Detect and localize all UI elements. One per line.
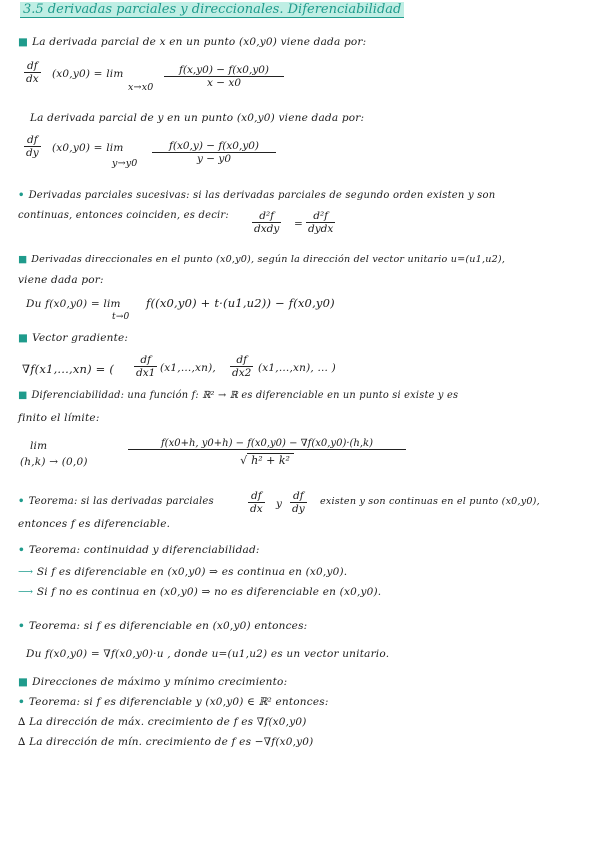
directional-formula-lhs: Du f(x0,y0) = lim <box>26 298 121 310</box>
theorem1-mid: y <box>276 498 283 510</box>
maxmin-item2: ∆ La dirección de mín. crecimiento de f es −∇f(x0,y0) <box>18 736 314 748</box>
dot-bullet-icon: • <box>18 190 25 201</box>
successive-line1: • Derivadas parciales sucesivas: si las derivadas parciales de segundo orden existen y son <box>18 190 496 201</box>
gradient-frac1: $\frac{df}{dx1}$ <box>136 354 156 379</box>
theorem2-item2: ⟶ Si f no es continua en (x0,y0) ⇒ no es diferenciable en (x0,y0). <box>18 586 382 598</box>
partial-x-lhs-arg: (x0,y0) = lim <box>52 68 124 80</box>
partial-x-quotient: $\frac{f(x,y0) - f(x0,y0)}{x - x0}$ <box>164 64 284 89</box>
successive-line2: continuas, entonces coinciden, es decir: <box>18 210 229 221</box>
partial-y-intro: La derivada parcial de y en un punto (x0,y0) viene dada por: <box>30 112 365 124</box>
dot-bullet-icon: • <box>18 696 25 708</box>
partial-x-lhs-frac: $\frac{df}{dx}$ <box>26 60 39 85</box>
partial-y-lhs-frac: $\frac{df}{dy}$ <box>26 134 39 159</box>
gradient-lhs: ∇f(x1,...,xn) = ( <box>22 362 115 376</box>
differentiability-quotient: $\frac{f(x0+h, y0+h) - f(x0,y0) - \nabla f(x0,y0)\cdot(h,k)}{\text{√ h² + k²}}$ <box>128 438 406 467</box>
arrow-right-icon: ⟶ <box>18 566 34 578</box>
theorem1-frac2: $\frac{df}{dy}$ <box>292 490 305 515</box>
differentiability-line2: finito el límite: <box>18 412 100 424</box>
maxmin-theorem: • Teorema: si f es diferenciable y (x0,y0) ∈ ℝ² entonces: <box>18 696 329 708</box>
successive-frac1: d²f dxdy <box>254 210 280 235</box>
gradient-arg2: (x1,...,xn), ... ) <box>258 362 336 374</box>
dot-bullet-icon: • <box>18 620 25 632</box>
theorem2-item1: ⟶ Si f es diferenciable en (x0,y0) ⇒ es continua en (x0,y0). <box>18 566 348 578</box>
maxmin-item1: ∆ La dirección de máx. crecimiento de f es ∇f(x0,y0) <box>18 716 307 728</box>
directional-formula-rhs: f((x0,y0) + t·(u1,u2)) − f(x0,y0) <box>146 296 335 310</box>
directional-line2: viene dada por: <box>18 274 104 286</box>
differentiability-lim-sub: (h,k) → (0,0) <box>20 456 88 468</box>
theorem1-post: existen y son continuas en el punto (x0,y0), <box>320 496 540 507</box>
gradient-frac2: $\frac{df}{dx2}$ <box>232 354 252 379</box>
directional-line1: ■ Derivadas direccionales en el punto (x0,y0), según la dirección del vector unitario u=(u1,u2), <box>18 254 506 265</box>
gradient-label: ■ Vector gradiente: <box>18 332 129 344</box>
theorem3-formula: Du f(x0,y0) = ∇f(x0,y0)·u , donde u=(u1,u2) es un vector unitario. <box>26 648 390 660</box>
directional-lim-sub: t→0 <box>112 312 130 322</box>
square-bullet-icon: ■ <box>18 390 28 401</box>
differentiability-line1: ■ Diferenciabilidad: una función f: ℝ² → ℝ es diferenciable en un punto si existe y es <box>18 390 459 401</box>
triangle-icon: ∆ <box>18 736 26 748</box>
theorem1-frac1: $\frac{df}{dx}$ <box>250 490 263 515</box>
square-bullet-icon: ■ <box>18 254 28 265</box>
page-title: 3.5 derivadas parciales y direccionales. Diferenciabilidad <box>20 2 404 18</box>
partial-y-quotient: $\frac{f(x0,y) - f(x0,y0)}{y - y0}$ <box>152 140 276 165</box>
theorem3-label: • Teorema: si f es diferenciable en (x0,y0) entonces: <box>18 620 308 632</box>
partial-y-lim-sub: y→y0 <box>112 158 138 169</box>
successive-eq: = <box>294 218 303 230</box>
differentiability-lim: lim <box>30 440 48 452</box>
square-bullet-icon: ■ <box>18 36 29 48</box>
partial-y-lhs-arg: (x0,y0) = lim <box>52 142 124 154</box>
theorem2-label: • Teorema: continuidad y diferenciabilidad: <box>18 544 260 556</box>
square-bullet-icon: ■ <box>18 676 29 688</box>
dot-bullet-icon: • <box>18 496 25 507</box>
partial-x-intro: ■ La derivada parcial de x en un punto (x0,y0) viene dada por: <box>18 36 367 48</box>
theorem1-line2: entonces f es diferenciable. <box>18 518 171 530</box>
square-bullet-icon: ■ <box>18 332 29 344</box>
arrow-right-icon: ⟶ <box>18 586 34 598</box>
triangle-icon: ∆ <box>18 716 26 728</box>
theorem1-pre: • Teorema: si las derivadas parciales <box>18 496 214 507</box>
gradient-arg1: (x1,...,xn), <box>160 362 216 374</box>
successive-frac2: d²f dydx <box>308 210 334 235</box>
sqrt-icon: √ h² + k² <box>240 454 294 467</box>
partial-x-lim-sub: x→x0 <box>128 82 154 93</box>
dot-bullet-icon: • <box>18 544 25 556</box>
maxmin-label: ■ Direcciones de máximo y mínimo crecimiento: <box>18 676 288 688</box>
